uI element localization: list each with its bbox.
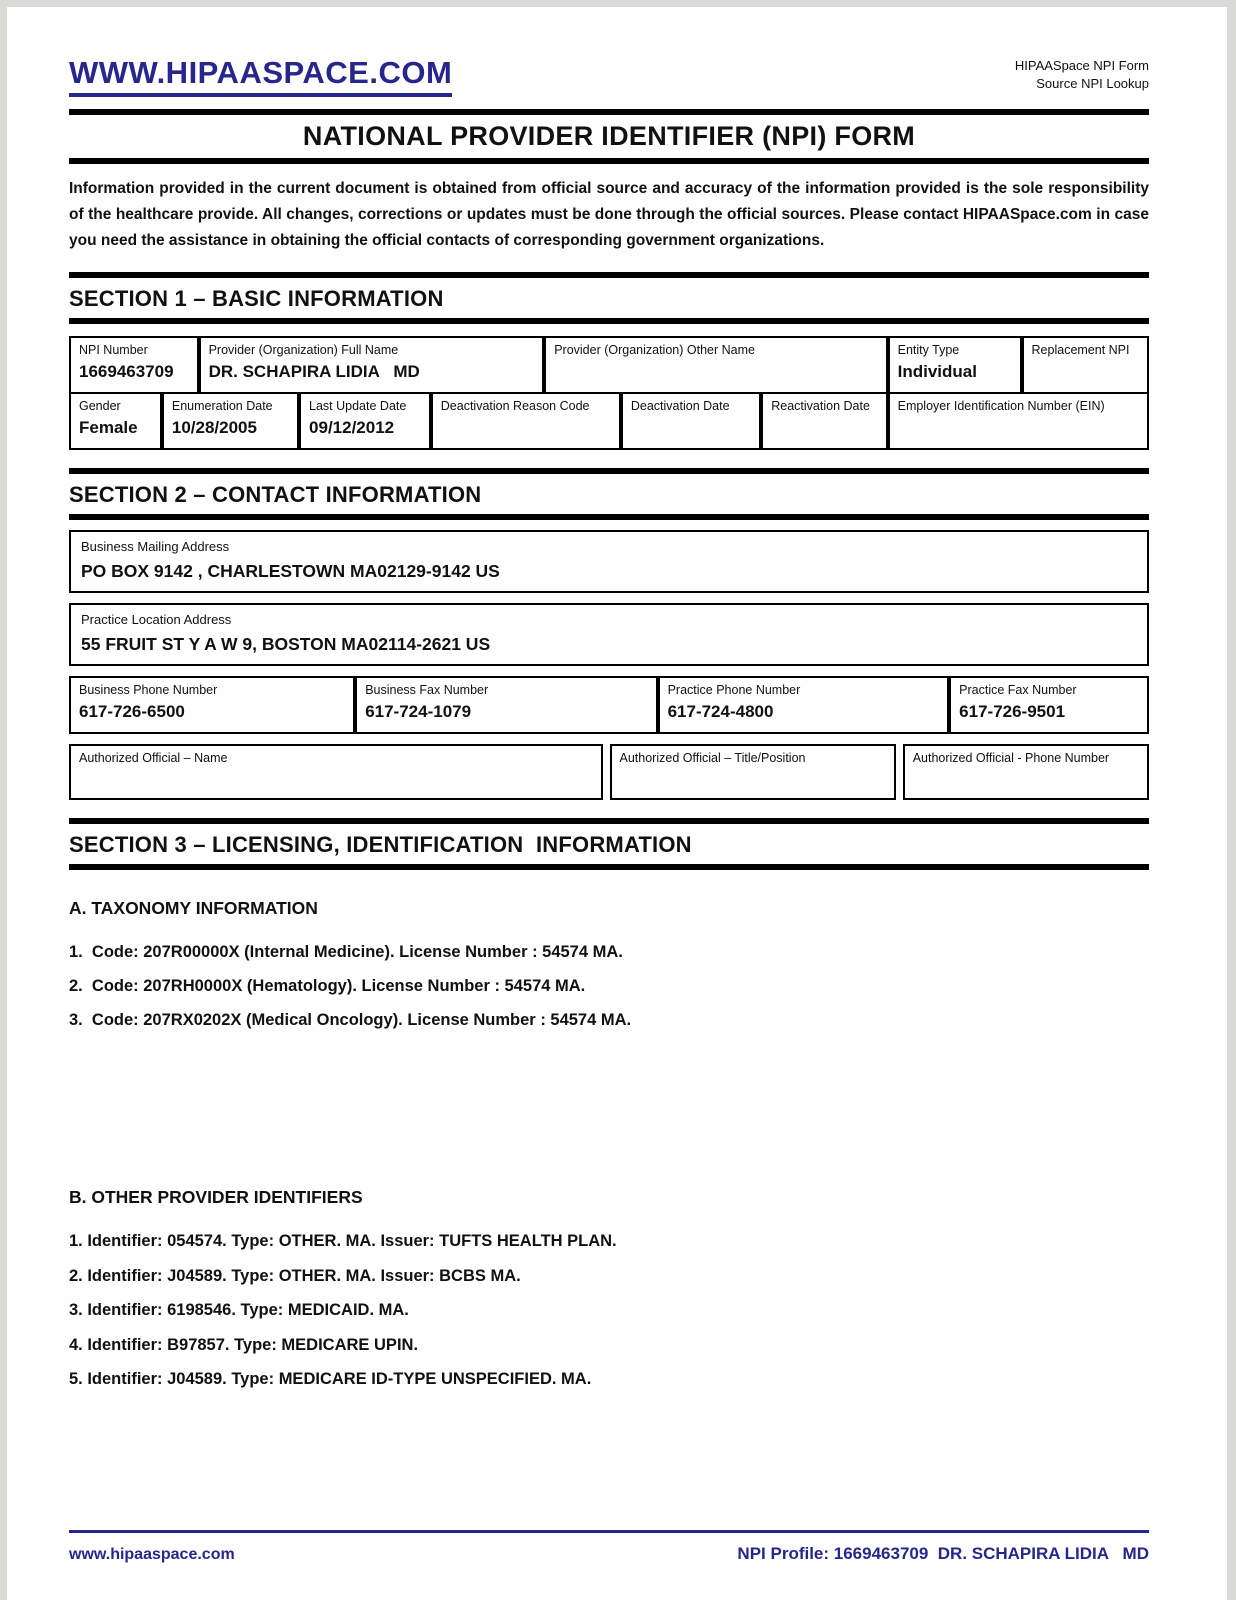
field-label: Employer Identification Number (EIN) [897,399,1105,413]
field-label: Gender [79,399,121,413]
field-value: 617-724-4800 [667,702,774,721]
field-label: Replacement NPI [1031,343,1130,357]
identifier-item: 2. Identifier: J04589. Type: OTHER. MA. Issuer: BCBS MA. [69,1266,521,1285]
identifier-list [69,1224,1149,1397]
field-provider-full-name [199,336,545,394]
field-enumeration-date [162,392,299,450]
other-identifiers-heading: B. OTHER PROVIDER IDENTIFIERS [69,1187,363,1207]
field-business-phone [69,676,355,734]
taxonomy-item: 1. Code: 207R00000X (Internal Medicine). License Number : 54574 MA. [69,943,623,961]
section3-heading-bar [69,818,1149,864]
section-3 [69,818,1149,1397]
page-title: NATIONAL PROVIDER IDENTIFIER (NPI) FORM [302,121,916,151]
field-business-fax [355,676,657,734]
identifier-item: 5. Identifier: J04589. Type: MEDICARE ID-TYPE UNSPECIFIED. MA. [69,1370,592,1388]
field-value [620,770,886,790]
taxonomy-list [69,935,1149,1037]
field-label: Authorized Official - Phone Number [912,751,1110,765]
section2-heading: SECTION 2 – CONTACT INFORMATION [69,482,482,507]
field-label: Practice Location Address [81,612,232,627]
field-practice-phone [658,676,950,734]
field-label: Authorized Official – Name [79,751,228,765]
identifier-item: 4. Identifier: B97857. Type: MEDICARE UPIN. [69,1335,419,1354]
footer-site-link[interactable]: www.hipaaspace.com [69,1546,235,1563]
header-meta-line1: HIPAASpace NPI Form [1014,58,1149,73]
field-reactivation-date [761,392,887,450]
section2-heading-bar [69,468,1149,514]
field-value: 09/12/2012 [309,418,395,437]
taxonomy-item: 2. Code: 207RH0000X (Hematology). License Number : 54574 MA. [69,977,586,995]
field-replacement-npi [1022,336,1149,394]
section1-row1 [69,336,1149,394]
section3-rule [69,864,1149,870]
footer-rule [69,1530,1149,1533]
field-value: 617-726-9501 [959,702,1066,721]
page-header [69,55,1149,97]
field-value [898,418,1139,438]
field-label: Provider (Organization) Other Name [554,343,755,357]
field-label: Practice Phone Number [667,683,801,697]
field-npi-number [69,336,199,394]
section3-heading: SECTION 3 – LICENSING, IDENTIFICATION INFORMATION [69,832,692,857]
page-footer [69,1530,1149,1564]
field-authorized-official-name [69,744,603,800]
field-value: 10/28/2005 [171,418,257,437]
field-label: Authorized Official – Title/Position [619,751,806,765]
taxonomy-item: 3. Code: 207RX0202X (Medical Oncology). License Number : 54574 MA. [69,1011,632,1029]
taxonomy-heading: A. TAXONOMY INFORMATION [69,898,318,918]
section-2 [69,468,1149,800]
field-label: Deactivation Date [630,399,730,413]
section2-rule [69,514,1149,520]
field-label: Entity Type [897,343,960,357]
section2-phones-row [69,676,1149,734]
field-value: DR. SCHAPIRA LIDIA MD [208,362,420,381]
field-gender [69,392,162,450]
field-value: 1669463709 [79,362,174,381]
brand-link[interactable]: WWW.HIPAASPACE.COM [69,55,452,97]
field-label: Last Update Date [309,399,407,413]
field-entity-type [888,336,1022,394]
field-authorized-official-title [610,744,896,800]
footer-row [69,1544,1149,1564]
field-value [1032,362,1139,382]
title-block [69,109,1149,164]
field-label: Enumeration Date [171,399,273,413]
field-value [554,362,877,382]
identifier-item: 3. Identifier: 6198546. Type: MEDICAID. MA. [69,1301,409,1319]
field-value: PO BOX 9142 , CHARLESTOWN MA02129-9142 US [81,561,500,581]
field-deactivation-reason-code [431,392,621,450]
field-value: 617-726-6500 [79,702,185,721]
footer-npi-profile: NPI Profile: 1669463709 DR. SCHAPIRA LIDIA MD [737,1544,1149,1563]
field-label: Business Fax Number [365,683,489,697]
field-value [79,770,593,790]
npi-form-page [7,7,1227,1600]
field-business-mailing-address [69,530,1149,593]
section2-authorized-row [69,744,1149,800]
field-ein [888,392,1149,450]
field-practice-location-address [69,603,1149,666]
field-label: NPI Number [79,343,148,357]
field-practice-fax [949,676,1149,734]
field-value: 617-724-1079 [365,702,472,721]
field-deactivation-date [621,392,761,450]
field-label: Business Mailing Address [81,539,230,554]
field-value [441,418,611,438]
field-value: Individual [897,362,977,381]
field-label: Business Phone Number [79,683,218,697]
field-last-update-date [299,392,431,450]
field-label: Provider (Organization) Full Name [208,343,399,357]
section1-rule [69,318,1149,324]
identifier-item: 1. Identifier: 054574. Type: OTHER. MA. Issuer: TUFTS HEALTH PLAN. [69,1232,617,1250]
field-label: Practice Fax Number [959,683,1077,697]
header-meta-line2: Source NPI Lookup [1036,76,1149,91]
section1-heading: SECTION 1 – BASIC INFORMATION [69,286,444,311]
field-value: 55 FRUIT ST Y A W 9, BOSTON MA02114-2621 US [81,634,491,654]
field-value: Female [79,418,138,437]
section1-heading-bar [69,272,1149,318]
field-label: Reactivation Date [771,399,870,413]
field-value [631,418,751,438]
disclaimer-text: Information provided in the current document is obtained from official source and accuracy of the information provided is the sole responsibility of the healthcare provide. All changes, corrections or updates must be done through the official sources. Please contact HIPAASpace.com in case you need the assistance in obtaining the official contacts of corresponding government organizations. [69,180,1149,249]
field-provider-other-name [544,336,887,394]
field-authorized-official-phone [903,744,1149,800]
field-label: Deactivation Reason Code [440,399,590,413]
section1-row2 [69,392,1149,450]
header-meta [1015,55,1149,93]
section-1 [69,272,1149,450]
field-value [913,770,1139,790]
field-value [771,418,877,438]
